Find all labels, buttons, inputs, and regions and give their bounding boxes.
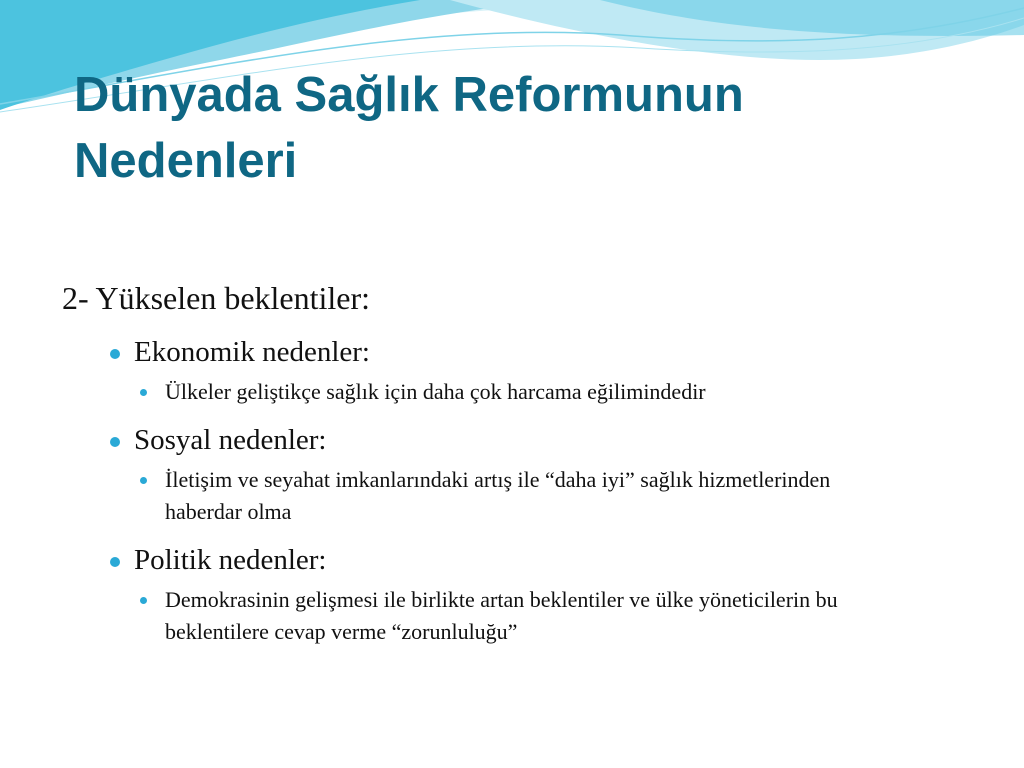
slide-title-line-1: Dünyada Sağlık Reformunun (74, 68, 744, 122)
bullet-social-label: Sosyal nedenler: (134, 424, 327, 456)
bullet-icon (110, 349, 120, 359)
slide-title (74, 62, 974, 194)
bullet-social (62, 420, 962, 460)
slide-title-line-2: Nedenleri (74, 134, 298, 188)
bullet-political-label: Politik nedenler: (134, 544, 327, 576)
bullet-political (62, 540, 962, 580)
sub-bullet-economic (62, 376, 905, 408)
slide-content (62, 276, 962, 648)
sub-bullet-social (62, 464, 905, 528)
sub-bullet-economic-text: Ülkeler geliştikçe sağlık için daha çok harcama eğilimindedir (165, 379, 706, 404)
sub-bullet-social-text: İletişim ve seyahat imkanlarındaki artış ile “daha iyi” sağlık hizmetlerinden haberdar olma (165, 467, 831, 524)
bullet-economic (62, 332, 962, 372)
sub-bullet-icon (140, 389, 147, 396)
sub-bullet-political-text: Demokrasinin gelişmesi ile birlikte artan beklentiler ve ülke yöneticilerin bu beklentilere cevap verme “zorunluluğu” (165, 587, 838, 644)
bullet-icon (110, 437, 120, 447)
bullet-economic-label: Ekonomik nedenler: (134, 336, 370, 368)
section-heading: 2- Yükselen beklentiler: (62, 280, 371, 316)
bullet-icon (110, 557, 120, 567)
sub-bullet-icon (140, 597, 147, 604)
sub-bullet-political (62, 584, 905, 648)
sub-bullet-icon (140, 477, 147, 484)
